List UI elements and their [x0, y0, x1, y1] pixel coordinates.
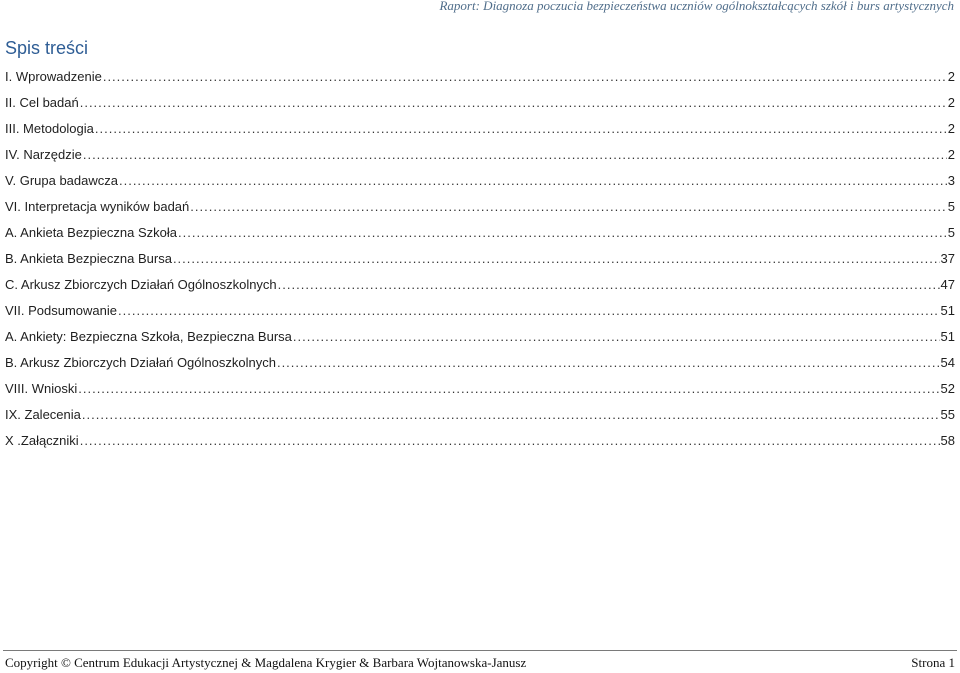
toc-entry-page: 2 — [947, 95, 955, 110]
toc-entry-label: X .Załączniki — [5, 433, 79, 448]
toc-leader-dots — [78, 376, 939, 402]
toc-leader-dots — [190, 194, 946, 220]
toc-entry-page: 2 — [947, 121, 955, 136]
toc-leader-dots — [103, 64, 947, 90]
toc-leader-dots — [80, 428, 940, 454]
toc-entry-label: V. Grupa badawcza — [5, 173, 118, 188]
toc-entry[interactable] — [5, 64, 955, 90]
toc-entry-label: IX. Zalecenia — [5, 407, 81, 422]
toc-entry-page: 5 — [947, 199, 955, 214]
toc-entry-page: 47 — [940, 277, 955, 292]
toc-entry-page: 5 — [947, 225, 955, 240]
toc-entry-label: VII. Podsumowanie — [5, 303, 118, 318]
toc-leader-dots — [80, 90, 947, 116]
toc-title: Spis treści — [5, 38, 89, 58]
toc-entry[interactable] — [5, 272, 955, 298]
table-of-contents — [5, 36, 955, 454]
running-header: Raport: Diagnoza poczucia bezpieczeństwa uczniów ogólnokształcących szkół i burs artystycznych — [439, 0, 954, 13]
toc-entry-page: 3 — [947, 173, 955, 188]
toc-leader-dots — [173, 246, 940, 272]
toc-entry[interactable] — [5, 90, 955, 116]
toc-entry-label: VI. Interpretacja wyników badań — [5, 199, 190, 214]
toc-entry[interactable] — [5, 142, 955, 168]
toc-entry[interactable] — [5, 324, 955, 350]
toc-leader-dots — [277, 350, 940, 376]
toc-entry-page: 2 — [947, 69, 955, 84]
toc-entry-label: B. Ankieta Bezpieczna Bursa — [5, 251, 172, 266]
toc-entry-label: II. Cel badań — [5, 95, 79, 110]
page-footer — [5, 655, 955, 671]
toc-leader-dots — [119, 168, 947, 194]
toc-entry-label: VIII. Wnioski — [5, 381, 78, 396]
toc-leader-dots — [118, 298, 940, 324]
toc-entry-page: 52 — [940, 381, 955, 396]
toc-entry-label: IV. Narzędzie — [5, 147, 82, 162]
toc-entry-page: 54 — [940, 355, 955, 370]
toc-leader-dots — [83, 142, 947, 168]
toc-entry[interactable] — [5, 298, 955, 324]
toc-entry-label: III. Metodologia — [5, 121, 94, 136]
footer-page-number: Strona 1 — [911, 655, 955, 670]
toc-entry-label: A. Ankiety: Bezpieczna Szkoła, Bezpieczna Bursa — [5, 329, 292, 344]
toc-entry-label: A. Ankieta Bezpieczna Szkoła — [5, 225, 177, 240]
toc-entry[interactable] — [5, 116, 955, 142]
toc-entry[interactable] — [5, 220, 955, 246]
toc-leader-dots — [82, 402, 940, 428]
toc-entry-page: 58 — [940, 433, 955, 448]
toc-entry[interactable] — [5, 402, 955, 428]
toc-entry-label: B. Arkusz Zbiorczych Działań Ogólnoszkolnych — [5, 355, 276, 370]
toc-leader-dots — [178, 220, 947, 246]
toc-entry[interactable] — [5, 246, 955, 272]
toc-leader-dots — [95, 116, 947, 142]
toc-entry-label: C. Arkusz Zbiorczych Działań Ogólnoszkolnych — [5, 277, 277, 292]
toc-entry[interactable] — [5, 350, 955, 376]
footer-divider — [3, 650, 957, 651]
toc-entry[interactable] — [5, 168, 955, 194]
toc-entry[interactable] — [5, 376, 955, 402]
toc-leader-dots — [293, 324, 940, 350]
toc-entry-page: 2 — [947, 147, 955, 162]
toc-entry-page: 51 — [940, 329, 955, 344]
toc-entry-page: 55 — [940, 407, 955, 422]
footer-copyright: Copyright © Centrum Edukacji Artystycznej & Magdalena Krygier & Barbara Wojtanowska-Janusz — [5, 655, 527, 670]
toc-entry-label: I. Wprowadzenie — [5, 69, 102, 84]
toc-entry-page: 37 — [940, 251, 955, 266]
toc-entry-page: 51 — [940, 303, 955, 318]
toc-entry[interactable] — [5, 428, 955, 454]
toc-entry[interactable] — [5, 194, 955, 220]
toc-leader-dots — [278, 272, 940, 298]
